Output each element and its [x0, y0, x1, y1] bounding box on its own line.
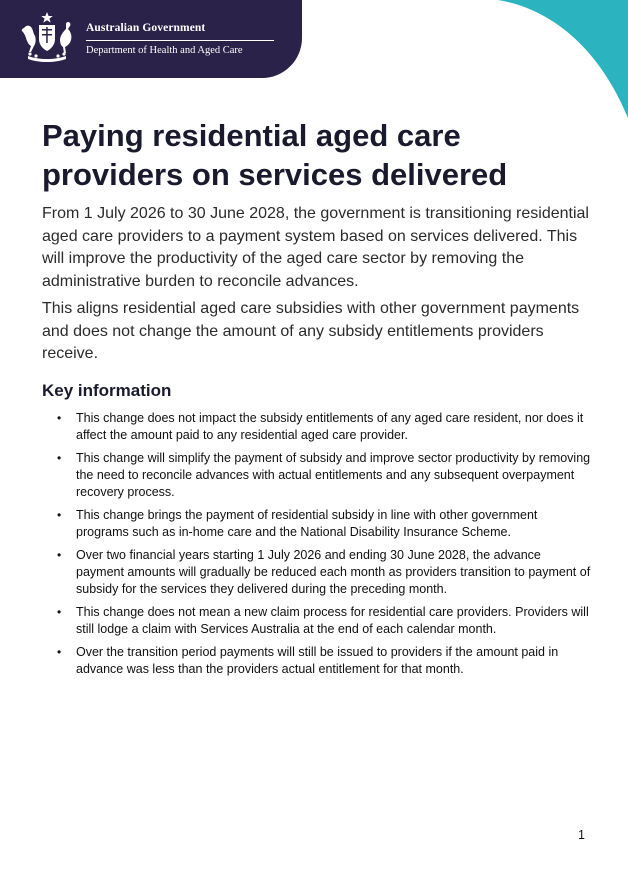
bullet-icon: •: [57, 508, 62, 522]
bullet-icon: •: [57, 548, 62, 562]
list-item-text: Over the transition period payments will still be issued to providers if the amount paid in advance was less than the providers actual entitlement for that month.: [76, 645, 559, 676]
government-header: [0, 0, 302, 78]
page-title: Paying residential aged care providers on services delivered: [42, 118, 508, 192]
key-information-list: [42, 410, 592, 684]
list-item: [42, 547, 592, 598]
list-item: [42, 644, 592, 678]
list-item: [42, 410, 592, 444]
list-item-text: This change does not mean a new claim process for residential care providers. Providers will still lodge a claim with Services Australia at the end of each calendar month.: [76, 605, 589, 636]
department-name: Department of Health and Aged Care: [86, 45, 243, 56]
list-item-text: This change does not impact the subsidy entitlements of any aged care resident, nor does it affect the amount paid to any residential aged care provider.: [76, 411, 584, 442]
bullet-icon: •: [57, 411, 62, 425]
list-item: [42, 507, 592, 541]
bullet-icon: •: [57, 451, 62, 465]
intro-paragraph-2: This aligns residential aged care subsidies with other government payments and does not change the amount of any subsidy entitlements providers receive.: [42, 300, 580, 362]
list-item-text: Over two financial years starting 1 July 2026 and ending 30 June 2028, the advance payment amounts will gradually be reduced each month as providers transition to payment of subsidy for the services they delivered during the preceding month.: [76, 548, 591, 596]
header-divider: [86, 40, 274, 41]
list-item: [42, 450, 592, 501]
list-item-text: This change brings the payment of residential subsidy in line with other government programs such as in-home care and the National Disability Insurance Scheme.: [76, 508, 538, 539]
list-item-text: This change will simplify the payment of subsidy and improve sector productivity by removing the need to reconcile advances with actual entitlements and any subsequent overpayment recovery process.: [76, 451, 591, 499]
key-information-heading: Key information: [42, 381, 172, 400]
bullet-icon: •: [57, 645, 62, 659]
coat-of-arms-logo: [14, 10, 80, 66]
government-name: Australian Government: [86, 22, 206, 34]
list-item: [42, 604, 592, 638]
decorative-corner-arc: [488, 0, 628, 120]
intro-paragraph-1: From 1 July 2026 to 30 June 2028, the government is transitioning residential aged care providers to a payment system based on services delivered. This will improve the productivity of the aged care sector by removing the administrative burden to reconcile advances.: [42, 205, 589, 290]
page-number: 1: [578, 828, 585, 842]
bullet-icon: •: [57, 605, 62, 619]
